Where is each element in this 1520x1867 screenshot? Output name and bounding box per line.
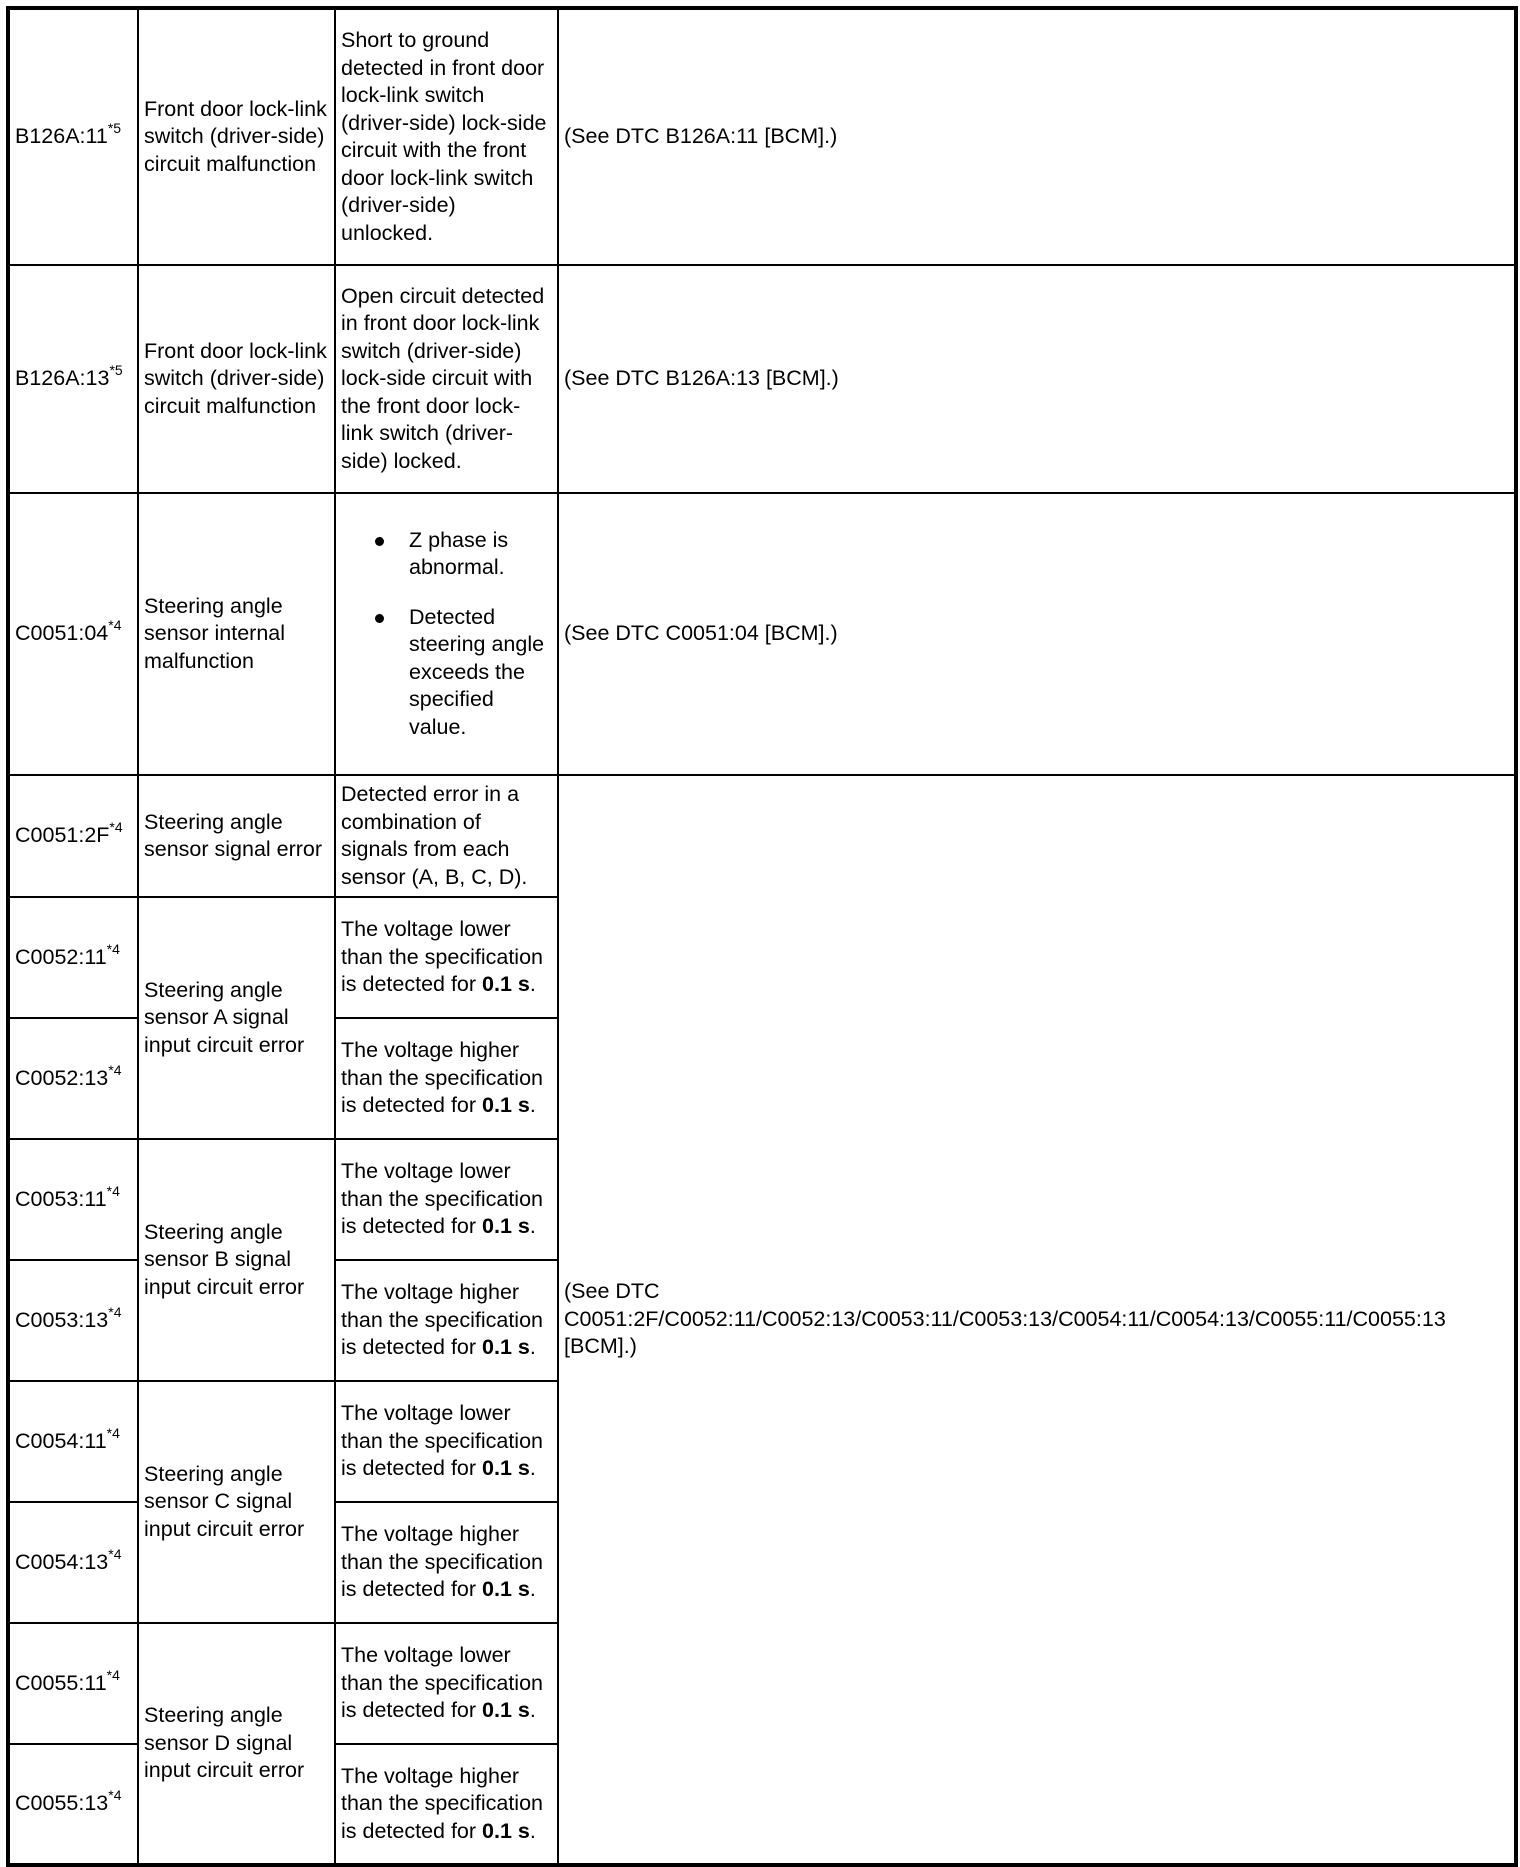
dtc-name-cell: Steering angle sensor B signal input circuit error [138,1139,335,1381]
condition-text: The voltage lower than the specification is detected for [341,917,543,997]
condition-period: . [529,1577,536,1602]
reference-cell: (See DTC C0051:04 [BCM].) [558,493,1516,775]
dtc-code-cell [8,1381,138,1502]
detection-condition-cell [335,1502,558,1623]
detection-condition-cell [335,1623,558,1744]
dtc-name-cell: Front door lock-link switch (driver-side) circuit malfunction [138,8,335,265]
table-row [8,493,1516,775]
dtc-footnote-mark: *4 [108,617,122,634]
detection-condition-cell [335,1381,558,1502]
dtc-table [6,6,1518,1867]
dtc-name-cell: Steering angle sensor internal malfunction [138,493,335,775]
dtc-footnote-mark: *4 [106,1424,120,1441]
condition-bullet-item: Z phase is abnormal. [409,527,552,582]
dtc-code: C0055:11 [15,1670,107,1695]
dtc-code-cell [8,775,138,897]
condition-period: . [529,1456,536,1481]
reference-cell: (See DTC B126A:11 [BCM].) [558,8,1516,265]
detection-condition-cell [335,1018,558,1139]
dtc-code: C0051:04 [15,621,109,646]
dtc-code-cell [8,1139,138,1260]
dtc-footnote-mark: *4 [109,819,123,836]
dtc-name-cell: Steering angle sensor D signal input circuit error [138,1623,335,1865]
dtc-code-cell [8,493,138,775]
dtc-code-cell [8,265,138,493]
dtc-footnote-mark: *5 [109,362,123,379]
merged-reference-cell [558,775,1516,1865]
table-row [8,775,1516,897]
condition-time: 0.1 s [482,972,530,997]
detection-condition-cell: Open circuit detected in front door lock-link switch (driver-side) lock-side circuit with the front door lock-link switch (driver-side) locked. [335,265,558,493]
dtc-footnote-mark: *4 [108,1061,122,1078]
dtc-name-cell: Steering angle sensor signal error [138,775,335,897]
condition-bullet-item: Detected steering angle exceeds the specified value. [409,604,552,742]
reference-cell: (See DTC B126A:13 [BCM].) [558,265,1516,493]
detection-condition-cell [335,1260,558,1381]
detection-condition-cell [335,1744,558,1865]
dtc-name-cell: Steering angle sensor A signal input circuit error [138,897,335,1139]
condition-period: . [529,1335,536,1360]
dtc-code-cell [8,1744,138,1865]
detection-condition-cell: Short to ground detected in front door lock-link switch (driver-side) lock-side circuit with the front door lock-link switch (driver-side) unlocked. [335,8,558,265]
reference-line: [BCM].) [564,1334,637,1359]
detection-condition-cell [335,493,558,775]
condition-text: The voltage lower than the specification is detected for [341,1643,543,1723]
dtc-code: C0051:2F [15,823,110,848]
condition-time: 0.1 s [482,1214,530,1239]
dtc-code-cell [8,1018,138,1139]
dtc-code: C0053:11 [15,1186,107,1211]
dtc-code: C0053:13 [15,1307,109,1332]
dtc-code-cell [8,8,138,265]
table-row [8,265,1516,493]
dtc-footnote-mark: *4 [108,1787,122,1804]
dtc-code-cell [8,1502,138,1623]
condition-period: . [529,1093,536,1118]
condition-time: 0.1 s [482,1698,530,1723]
dtc-code: C0054:13 [15,1549,109,1574]
dtc-footnote-mark: *4 [106,1666,120,1683]
condition-period: . [529,1214,536,1239]
dtc-code: C0054:11 [15,1428,107,1453]
condition-text: The voltage higher than the specification is detected for [341,1522,543,1602]
condition-time: 0.1 s [482,1577,530,1602]
dtc-code-cell [8,897,138,1018]
dtc-footnote-mark: *4 [106,1182,120,1199]
condition-time: 0.1 s [482,1093,530,1118]
dtc-footnote-mark: *4 [108,1303,122,1320]
dtc-code: B126A:13 [15,366,110,391]
condition-text: The voltage lower than the specification is detected for [341,1401,543,1481]
condition-period: . [529,1698,536,1723]
dtc-footnote-mark: *5 [107,120,122,137]
reference-line: (See DTC [564,1279,660,1304]
condition-text: The voltage higher than the specification is detected for [341,1763,543,1843]
detection-condition-cell [335,897,558,1018]
condition-text: The voltage lower than the specification is detected for [341,1159,543,1239]
dtc-code-cell [8,1623,138,1744]
condition-text: The voltage higher than the specification is detected for [341,1280,543,1360]
dtc-footnote-mark: *4 [108,1545,122,1562]
dtc-code-cell [8,1260,138,1381]
condition-time: 0.1 s [482,1456,530,1481]
condition-period: . [529,1818,536,1843]
dtc-name-cell: Steering angle sensor C signal input circuit error [138,1381,335,1623]
table-row [8,8,1516,265]
dtc-code: C0052:13 [15,1065,109,1090]
detection-condition-cell: Detected error in a combination of signals from each sensor (A, B, C, D). [335,775,558,897]
condition-bullet-list [341,527,552,742]
dtc-footnote-mark: *4 [106,940,120,957]
detection-condition-cell [335,1139,558,1260]
reference-code-list: C0051:2F/C0052:11/C0052:13/C0053:11/C0053:13/C0054:11/C0054:13/C0055:11/C0055:13 [564,1306,1446,1331]
condition-text: The voltage higher than the specification is detected for [341,1038,543,1118]
dtc-code: B126A:11 [15,124,108,149]
dtc-code: C0055:13 [15,1791,109,1816]
condition-period: . [529,972,536,997]
condition-time: 0.1 s [482,1335,530,1360]
dtc-name-cell: Front door lock-link switch (driver-side) circuit malfunction [138,265,335,493]
dtc-code: C0052:11 [15,944,107,969]
condition-time: 0.1 s [482,1818,530,1843]
